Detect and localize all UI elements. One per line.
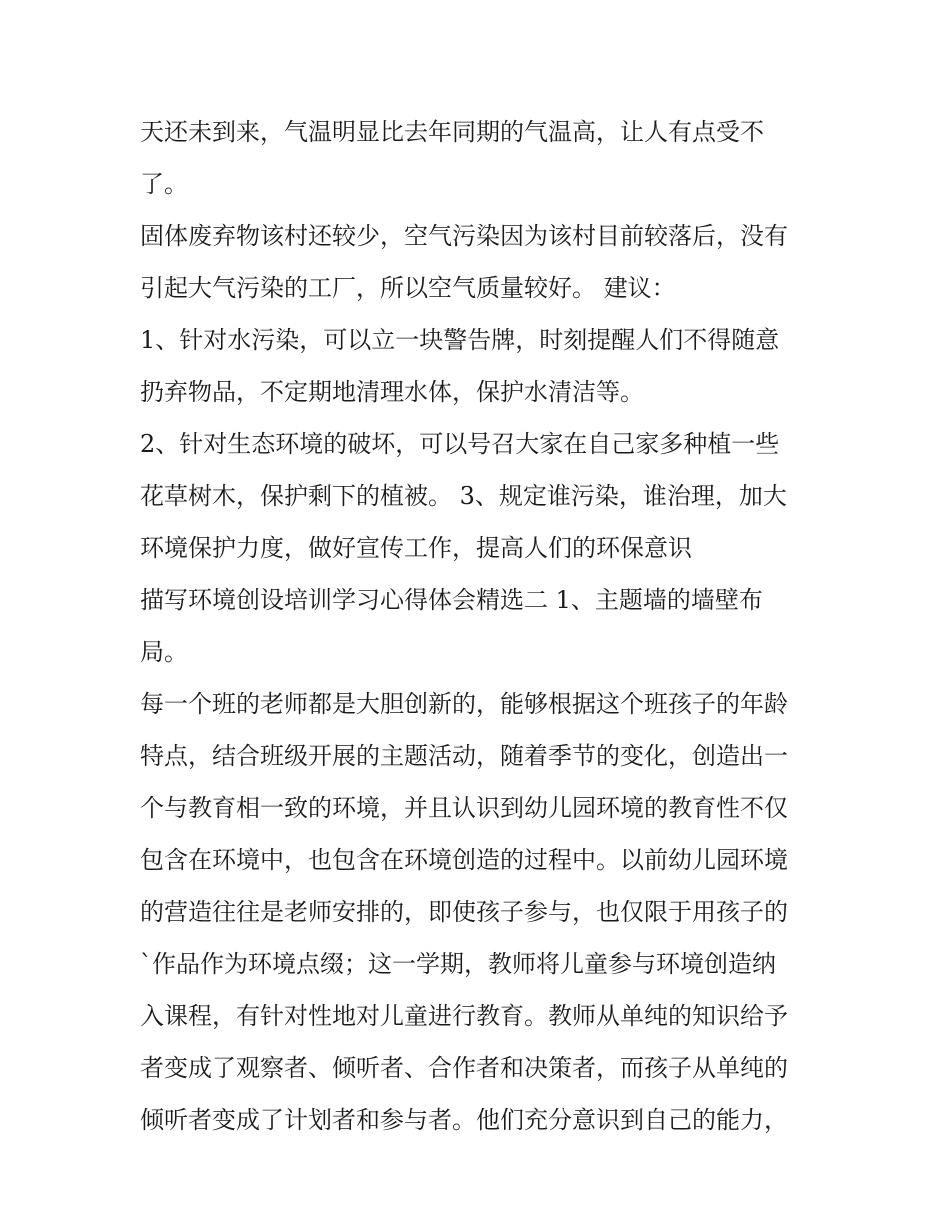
text-line: `作品作为环境点缀；这一学期，教师将儿童参与环境创造纳 (140, 950, 776, 978)
text-line: 2、针对生态环境的破坏，可以号召大家在自己家多种植一些 (140, 430, 780, 458)
text-line: 引起大气污染的工厂，所以空气质量较好。 建议： (140, 274, 676, 302)
text-line: 1、针对水污染，可以立一块警告牌，时刻提醒人们不得随意 (140, 326, 780, 354)
text-line: 扔弃物品，不定期地清理水体，保护水清洁等。 (140, 378, 644, 406)
text-line: 倾听者变成了计划者和参与者。他们充分意识到自己的能力， (140, 1106, 788, 1134)
text-line: 每一个班的老师都是大胆创新的，能够根据这个班孩子的年龄 (140, 690, 788, 718)
body-text (140, 106, 830, 1146)
text-line: 特点，结合班级开展的主题活动，随着季节的变化，创造出一 (140, 742, 788, 770)
text-line: 包含在环境中，也包含在环境创造的过程中。以前幼儿园环境 (140, 846, 788, 874)
text-line: 了。 (140, 170, 188, 198)
text-line: 环境保护力度，做好宣传工作，提高人们的环保意识 (140, 534, 692, 562)
text-line: 者变成了观察者、倾听者、合作者和决策者，而孩子从单纯的 (140, 1054, 788, 1082)
text-line: 入课程，有针对性地对儿童进行教育。教师从单纯的知识给予 (140, 1002, 788, 1030)
text-line: 局。 (140, 638, 188, 666)
text-line: 个与教育相一致的环境，并且认识到幼儿园环境的教育性不仅 (140, 794, 788, 822)
text-line: 花草树木，保护剩下的植被。 3、规定谁污染，谁治理，加大 (140, 482, 787, 510)
text-line: 的营造往往是老师安排的，即使孩子参与，也仅限于用孩子的 (140, 898, 788, 926)
text-line: 固体废弃物该村还较少，空气污染因为该村目前较落后，没有 (140, 222, 788, 250)
text-line: 描写环境创设培训学习心得体会精选二 1、主题墙的墙壁布 (140, 586, 763, 614)
text-line: 天还未到来，气温明显比去年同期的气温高，让人有点受不 (140, 118, 764, 146)
